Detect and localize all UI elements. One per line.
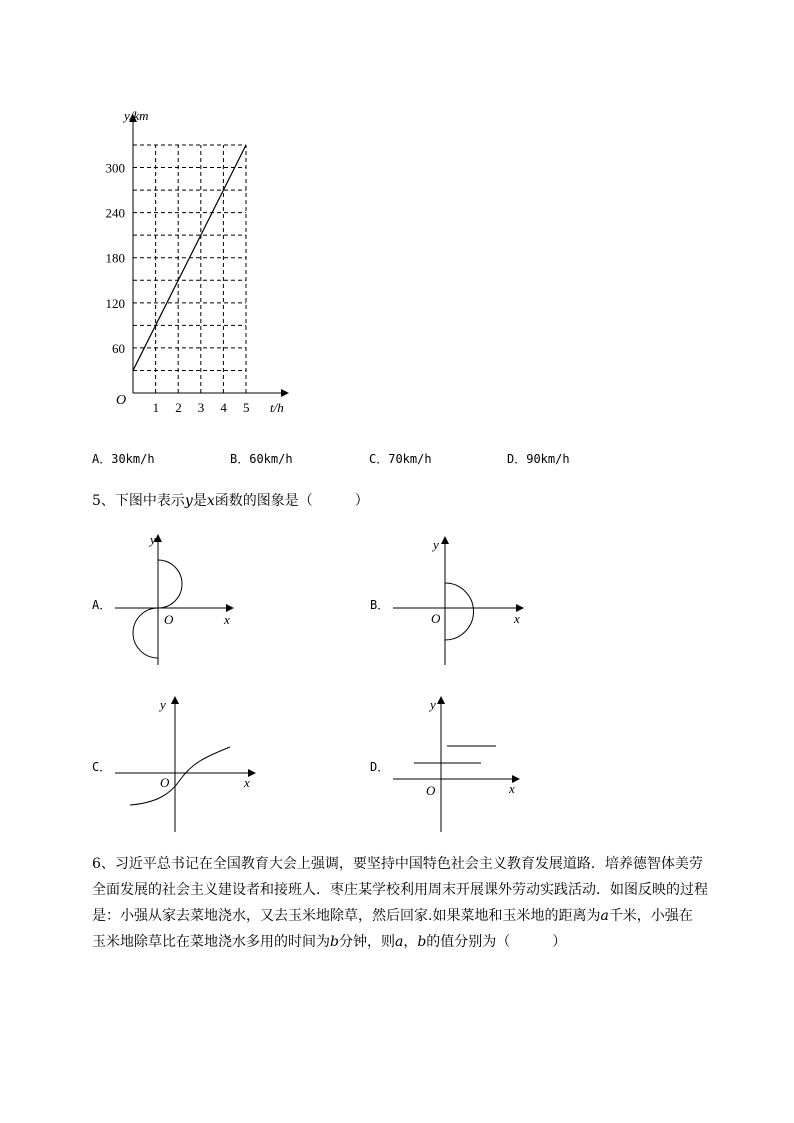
q6-line-4	[92, 929, 752, 955]
chart-grid	[133, 145, 246, 393]
q5-var-x: x	[206, 493, 215, 509]
q5-var-y: y	[184, 493, 193, 509]
upper-semicircle	[158, 560, 182, 608]
axis-x-label: x	[514, 611, 520, 626]
semicircle	[445, 583, 474, 640]
q5-option-b-graph[interactable]	[388, 535, 528, 670]
y-tick-label: 180	[105, 250, 125, 266]
q6-var-b: b	[330, 934, 339, 950]
axis-y-label: y	[160, 697, 166, 712]
q5-text-after: 函数的图象是（ ）	[214, 493, 369, 509]
q5-option-b-label[interactable]: B．	[370, 598, 390, 612]
origin-label: O	[116, 393, 127, 408]
x-tick-label: 5	[243, 400, 250, 415]
axis-y-label: y	[433, 537, 439, 552]
choice-c[interactable]: C．70km/h	[369, 452, 432, 466]
s-curve	[130, 747, 230, 805]
x-axis-label: t/h	[270, 400, 284, 415]
x-tick-label: 1	[152, 400, 160, 415]
q5-text-before: 下图中表示	[114, 493, 185, 509]
question-5	[92, 488, 369, 514]
q6-line3-a: 是：小强从家去菜地浇水，又去玉米地除草，然后回家.如果菜地和玉米地的距离为	[92, 908, 601, 924]
origin-label: O	[426, 783, 436, 798]
distance-time-chart	[100, 100, 300, 420]
q6-line4-b: 分钟，则	[338, 934, 395, 950]
q6-var-a: a	[600, 908, 609, 924]
y-tick-label: 120	[105, 295, 125, 311]
y-tick-label: 300	[105, 160, 125, 176]
q6-line-3	[92, 903, 752, 929]
axis-y-label: y	[430, 697, 436, 712]
q5-number: 5、	[92, 493, 115, 509]
q5-option-a-graph[interactable]	[110, 530, 240, 670]
origin-label: O	[160, 775, 170, 790]
q6-line-1	[92, 851, 752, 877]
origin-label: O	[431, 611, 441, 626]
q6-line3-b: 千米，小强在	[608, 908, 693, 924]
lower-semicircle	[133, 608, 158, 658]
q6-var-b2: b	[417, 934, 427, 950]
y-tick-label: 60	[112, 340, 125, 356]
x-tick-label: 2	[175, 400, 182, 415]
q5-option-c-label[interactable]: C．	[92, 760, 112, 774]
q5-option-d-label[interactable]: D．	[370, 760, 390, 774]
choice-d[interactable]: D．90km/h	[507, 452, 570, 466]
axis-x-label: x	[224, 612, 230, 627]
question-6	[92, 851, 752, 955]
axis-x-label: x	[509, 781, 515, 796]
q5-option-c-graph[interactable]	[110, 695, 260, 835]
y-tick-label: 240	[105, 205, 125, 221]
q5-option-a-label[interactable]: A．	[92, 598, 112, 612]
chart-ticks	[106, 161, 250, 415]
choice-b[interactable]: B．60km/h	[230, 452, 293, 466]
choice-a[interactable]: A．30km/h	[92, 452, 155, 466]
x-tick-label: 4	[220, 400, 227, 415]
y-axis-label: y/km	[124, 108, 149, 123]
q6-line1-text: 习近平总书记在全国教育大会上强调，要坚持中国特色社会主义教育发展道路．培养德智体美劳	[114, 856, 703, 872]
q5-text-mid: 是	[192, 493, 207, 509]
axis-y-label: y	[150, 532, 156, 547]
q6-line4-d: 的值分别为（ ）	[426, 934, 567, 950]
q6-var-a2: a	[394, 934, 404, 950]
origin-label: O	[164, 612, 174, 627]
axis-x-label: x	[244, 775, 250, 790]
x-tick-label: 3	[197, 400, 205, 415]
q6-line4-c: ，	[403, 934, 418, 950]
q6-line-2: 全面发展的社会主义建设者和接班人．枣庄某学校利用周末开展课外劳动实践活动．如图反映的过程	[92, 882, 708, 898]
q6-line4-a: 玉米地除草比在菜地浇水多用的时间为	[92, 934, 330, 950]
q6-number: 6、	[92, 856, 115, 872]
q5-option-d-graph[interactable]	[388, 695, 528, 835]
